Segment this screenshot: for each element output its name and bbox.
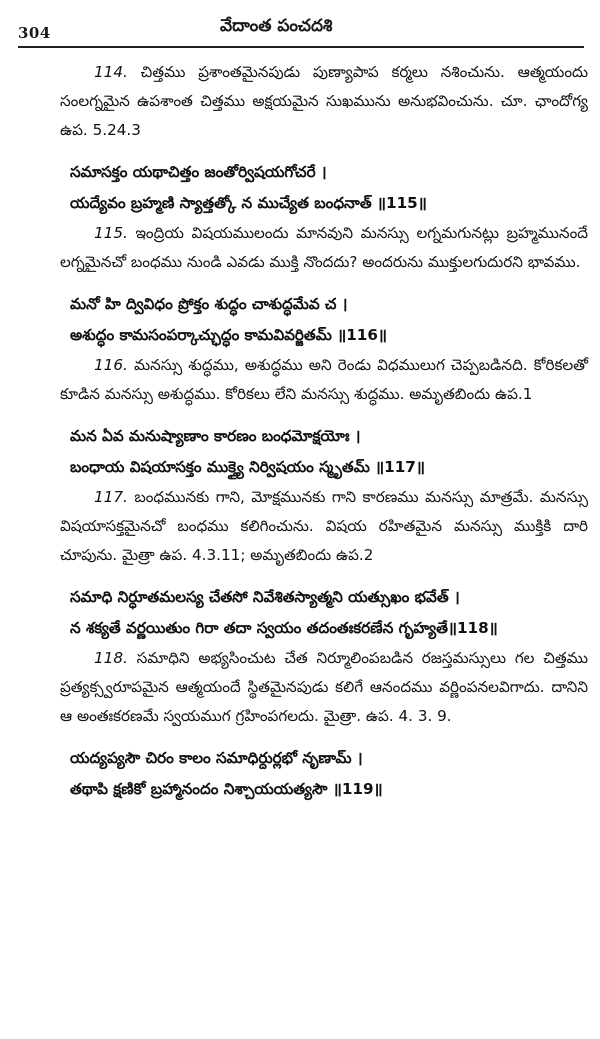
verse-line: తథాపి క్షణికో బ్రహ్మానందం నిశ్చాయయత్యసౌ ॥119॥: [70, 780, 383, 798]
verse-line: న శక్యతే వర్ణయితుం గిరా తదా స్వయం తదంతఃకరణేన గృహ్యతే॥118॥: [70, 619, 498, 637]
verse-119: [60, 743, 588, 805]
commentary-text: బంధమునకు గాని, మోక్షమునకు గాని కారణము మనస్సు మాత్రమే. మనస్సు విషయాసక్తమైనచో బంధము కలిగించును. విషయ రహితమైన మనస్సు ముక్తికి దారి చూపును. మైత్రా ఉప. 4.3.11; అమృతబిందు ఉప.2: [60, 488, 588, 564]
verse-line: సమాసక్తం యథాచిత్తం జంతోర్విషయగోచరే ।: [70, 163, 327, 181]
page-number: 304: [18, 24, 51, 42]
commentary-number: 114.: [94, 63, 128, 81]
commentary-116: [60, 351, 588, 409]
commentary-text: మనస్సు శుద్ధము, అశుద్ధము అని రెండు విధములుగ చెప్పబడినది. కోరికలతో కూడిన మనస్సు అశుద్ధము. కోరికలు లేని మనస్సు శుద్ధము. అమృతబిందు ఉప.1: [60, 356, 588, 403]
verse-line: మన ఏవ మనుష్యాణాం కారణం బంధమోక్షయోః ।: [70, 427, 361, 445]
commentary-number: 115.: [94, 224, 128, 242]
commentary-number: 118.: [94, 649, 128, 667]
header-divider: [18, 46, 584, 48]
verse-line: యద్యప్యసౌ చిరం కాలం సమాధిర్దుర్లభో నృణామ్ ।: [70, 749, 363, 767]
commentary-text: సమాధిని అభ్యసించుట చేత నిర్మూలింపబడిన రజస్తమస్సులు గల చిత్తము ప్రత్యక్స్వరూపమైన ఆత్మయందే స్థితమైనపుడు కలిగే ఆనందము వర్ణింపనలవిగాదు. దానిని ఆ అంతఃకరణమే స్వయముగ గ్రహింపగలదు. మైత్రా. ఉప. 4. 3. 9.: [60, 649, 588, 725]
commentary-number: 117.: [94, 488, 128, 506]
commentary-118: [60, 644, 588, 731]
verse-117: [60, 421, 588, 483]
verse-line: మనో హి ద్వివిధం ప్రోక్తం శుద్ధం చాశుద్ధమేవ చ ।: [70, 295, 348, 313]
verse-line: అశుద్ధం కామసంపర్కాచ్ఛుద్ధం కామవివర్జితమ్ ॥116॥: [70, 326, 387, 344]
commentary-114: [60, 58, 588, 145]
verse-115: [60, 157, 588, 219]
verse-line: యద్యేవం బ్రహ్మణి స్యాత్తత్కో న ముచ్యేత బంధనాత్ ॥115॥: [70, 194, 427, 212]
verse-line: బంధాయ విషయాసక్తం ముక్త్యై నిర్విషయం స్మృతమ్ ॥117॥: [70, 458, 425, 476]
commentary-115: [60, 219, 588, 277]
commentary-117: [60, 483, 588, 570]
verse-line: సమాధి నిర్ధూతమలస్య చేతసో నివేశితస్యాత్మని యత్సుఖం భవేత్ ।: [70, 588, 460, 606]
commentary-text: ఇంద్రియ విషయములందు మానవుని మనస్సు లగ్నమగునట్లు బ్రహ్మమునందే లగ్నమైనచో బంధము నుండి ఎవడు ముక్తి నొందదు? అందరును ముక్తులగుదురని భావము.: [60, 224, 588, 271]
verse-116: [60, 289, 588, 351]
commentary-number: 116.: [94, 356, 128, 374]
commentary-text: చిత్తము ప్రశాంతమైనపుడు పుణ్యాపాప కర్మలు నశించును. ఆత్మయందు సంలగ్నమైన ఉపశాంత చిత్తము అక్షయమైన సుఖమును అనుభవించును. చూ. ఛాందోగ్య ఉప. 5.24.3: [60, 63, 588, 139]
verse-118: [60, 582, 588, 644]
running-title: వేదాంత పంచదశి: [220, 16, 333, 36]
page-body: [60, 58, 588, 805]
